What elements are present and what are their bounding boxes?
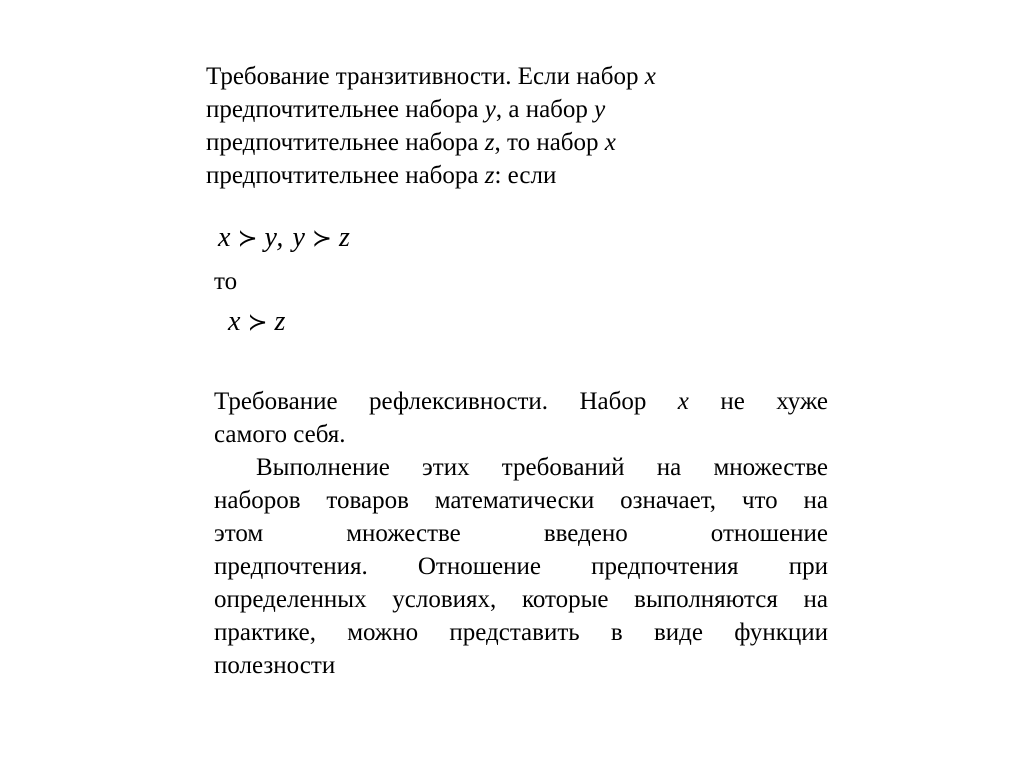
text-line — [206, 60, 766, 93]
reflexivity-paragraph — [214, 385, 828, 682]
formula-conclusion — [228, 306, 286, 338]
formula-term: z — [338, 222, 351, 253]
formula-term: x — [218, 222, 232, 253]
text-span: предпочтительнее набора — [206, 129, 485, 156]
text-span: Требование рефлексивности. Набор — [214, 388, 678, 415]
variable-z: z — [484, 162, 495, 189]
text-line: практике, можно представить в виде функции — [214, 619, 828, 646]
text-span: , а набор — [495, 96, 595, 123]
text-line: предпочтения. Отношение предпочтения при — [214, 553, 828, 580]
variable-x: x — [677, 388, 689, 415]
formula-term: y, — [264, 222, 285, 253]
formula-premise — [218, 222, 351, 254]
variable-x: x — [604, 129, 616, 156]
succeeds-symbol: ≻ — [311, 224, 333, 252]
text-span: : если — [494, 162, 557, 189]
text-line: полезности — [214, 652, 336, 679]
connector-word: то — [214, 268, 238, 295]
variable-y: y — [484, 96, 496, 123]
transitivity-paragraph — [206, 60, 766, 192]
text-span: Требование транзитивности. Если набор — [206, 63, 645, 90]
text-line: наборов товаров математически означает, что на — [214, 487, 828, 514]
text-span: предпочтительнее набора — [206, 162, 485, 189]
succeeds-symbol: ≻ — [247, 308, 269, 336]
text-line: Выполнение этих требований на множестве — [256, 454, 828, 481]
variable-z: z — [484, 129, 495, 156]
succeeds-symbol: ≻ — [237, 224, 259, 252]
text-line: самого себя. — [214, 421, 346, 448]
text-line — [206, 93, 766, 126]
text-span: не хуже — [688, 388, 828, 415]
variable-y: y — [594, 96, 606, 123]
variable-x: x — [644, 63, 656, 90]
text-line: этом множестве введено отношение — [214, 520, 828, 547]
text-span: предпочтительнее набора — [206, 96, 485, 123]
formula-term: x — [228, 306, 242, 337]
text-span: , то набор — [494, 129, 605, 156]
text-line — [214, 385, 828, 418]
text-line — [206, 159, 766, 192]
formula-term: z — [274, 306, 287, 337]
formula-term: y — [292, 222, 306, 253]
text-line — [206, 126, 766, 159]
text-line: определенных условиях, которые выполняются на — [214, 586, 828, 613]
